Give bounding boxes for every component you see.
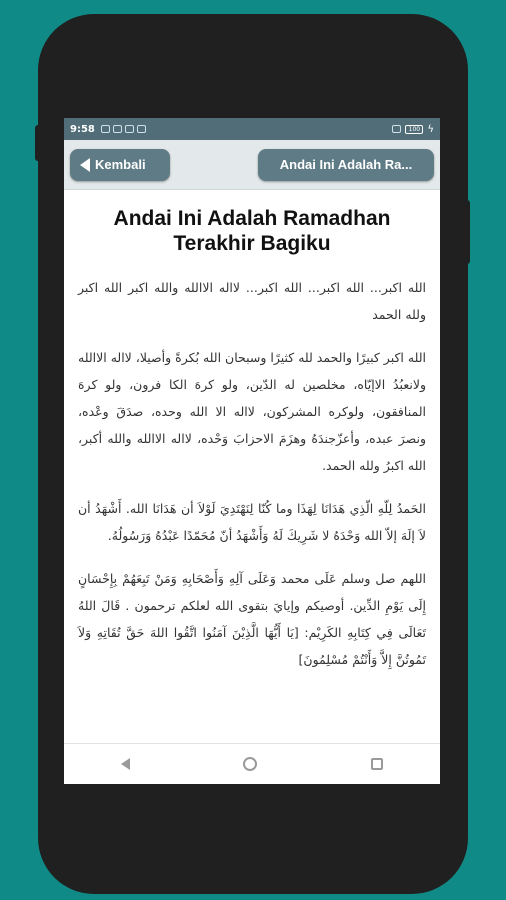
status-time: 9:58	[70, 123, 95, 135]
back-arrow-icon	[80, 158, 90, 172]
system-nav-bar	[64, 743, 440, 784]
app-notification-icon	[125, 125, 134, 133]
nav-home-icon[interactable]	[243, 757, 257, 771]
message-icon	[113, 125, 122, 133]
title-button[interactable]: Andai Ini Adalah Ra...	[258, 149, 434, 181]
volume-button	[464, 200, 470, 264]
article-content	[64, 190, 440, 673]
article-paragraph: اللهم صل وسلم عَلَى محمد وَعَلَى آلِهِ وَأَصْحَابِهِ وَمَنْ تَبِعَهُمْ بِإِحْسَانٍ إِلَى يَوْمِ الدِّين. أوصيكم وإيايَ بتقوى الله لعلكم ترحمون . قَالَ اللهُ تَعَالَى فِي كِتَابِهِ الكَرِيْم: [يَا أَيُّهَا الَّذِيْنَ آمَنُوا اتَّقُوا اللهَ حَقَّ تُقَاتِهِ وَلاَ تَمُوتُنَّ إِلاَّ وَأَنْتُمْ مُسْلِمُونَ]	[78, 571, 426, 667]
nav-back-icon[interactable]	[121, 758, 130, 770]
power-button	[35, 125, 41, 161]
app-toolbar	[64, 140, 440, 190]
article-paragraph: الحَمدُ لِلّهِ الّذِي هَدَانَا لِهَذَا وما كُنّا لِنَهْتَدِيَ لَوْلاَ أن هَدَانَا الله. أَشْهَدُ أن لاَ إلَهَ إلاّ الله وَحْدَهُ لا شَرِيكَ لَهُ وَأَشْهَدُ أنّ مُحَمّدًا عَبْدُهُ وَرَسُولُهُ.	[78, 501, 426, 543]
back-button-label: Kembali	[95, 157, 146, 172]
download-icon	[137, 125, 146, 133]
vibrate-icon	[392, 125, 401, 133]
charging-icon: ϟ	[427, 123, 434, 135]
status-bar	[64, 118, 440, 140]
notification-icons	[101, 125, 146, 133]
article-title: Andai Ini Adalah Ramadhan Terakhir Bagiku	[113, 207, 391, 255]
back-button[interactable]	[70, 149, 170, 181]
article-paragraph: الله اكبر... الله اكبر... الله اكبر... لااله الاالله والله اكبر الله اكبر ولله الحمد	[78, 280, 426, 322]
nav-recents-icon[interactable]	[371, 758, 383, 770]
signal-icon	[101, 125, 110, 133]
system-icons	[392, 124, 434, 135]
battery-icon: 100	[405, 125, 423, 134]
app-screen	[64, 118, 440, 784]
article-paragraph: الله اكبر كبيرًا والحمد لله كثيرًا وسبحان الله بُكرةً وأصيلا، لااله الاالله ولانعبُدُ الاإيّاه، مخلصين له الدّين، ولو كرهَ الكا فرون، ولو كرهَ المنافقون، ولوكره المشركون، لااله الا الله وحده، صدَقَ وعْده، ونصرَ عبده، وأعزّجندَهُ وهزَمَ الاحزابَ وَحْده، لااله الاالله والله أكبر، الله اكبرُ ولله الحمد.	[78, 350, 426, 473]
